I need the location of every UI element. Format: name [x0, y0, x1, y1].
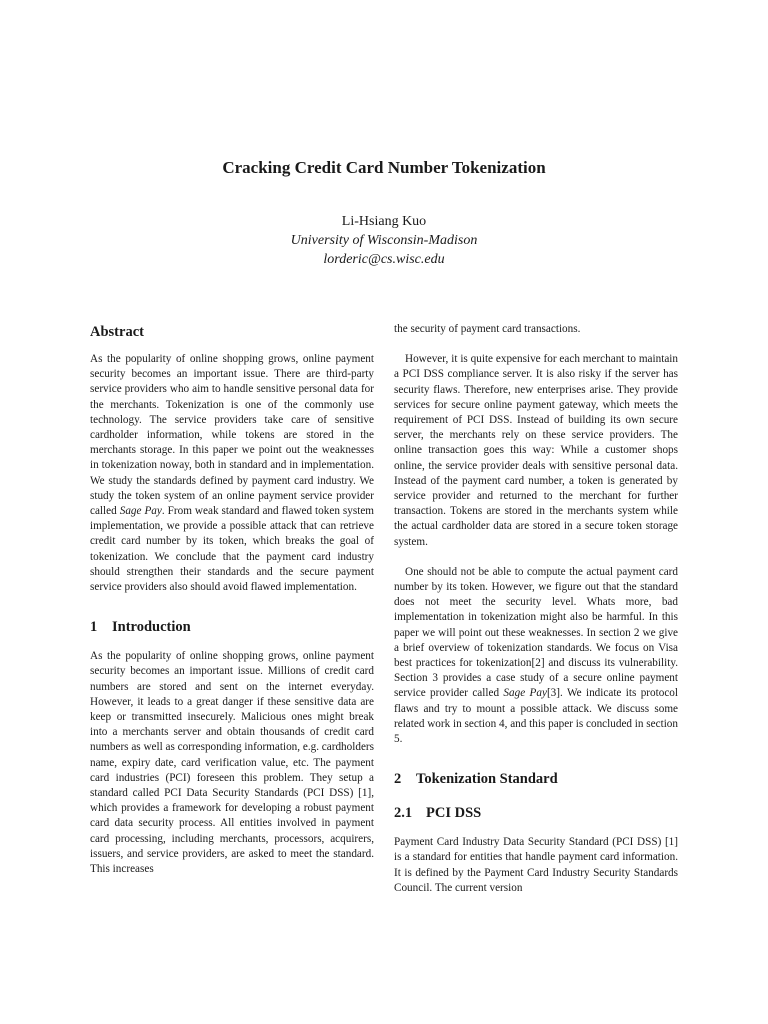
introduction-heading — [90, 617, 374, 637]
abstract-emphasis: Sage Pay — [119, 505, 162, 518]
section2-paragraph-1: Payment Card Industry Data Security Standard (PCI DSS) [1] is a standard for entities that handle payment card information. It is defined by the Payment Card Industry Security Standards Council. The current version — [394, 836, 678, 894]
right-column — [394, 322, 678, 896]
abstract-paragraph — [90, 352, 374, 595]
introduction-p3-text-1: One should not be able to compute the actual payment card number by its token. However, we figure out that the standard does not meet the security level. Whats more, bad implementation in tokenization might also be harmful. In this paper we will point out these weaknesses. In section 2 we give a brief overview of tokenization standards. We focus on Visa best practices for tokenization[2] and discuss its vulnerability. Section 3 provides a case study of a secure online payment service provider called — [394, 565, 678, 700]
abstract-text-2: . From weak standard and flawed token system implementation, we provide a possible attack that can retrieve credit card number by its token, which breaks the goal of tokenization. We conclude that the payment card industry should strengthen their standards and the secure payment service providers also should avoid flawed implementation. — [90, 505, 374, 594]
author-affiliation: University of Wisconsin-Madison — [290, 233, 478, 248]
introduction-title: Introduction — [112, 619, 191, 636]
introduction-p3-text-2: [3]. We indicate its protocol flaws and try to mount a possible attack. We discuss some related work in section 4, and this paper is concluded in section 5. — [394, 687, 678, 746]
section2-title: Tokenization Standard — [416, 771, 558, 788]
abstract-text-1: As the popularity of online shopping grows, online payment security becomes an important issue. There are third-party service providers who aim to handle sensitive personal data for the merchants. Tokenization is one of the commonly use technology. The service providers take care of sensitive cardholder information, while tokens are stored in the merchants storage. In this paper we point out the weaknesses in tokenization noway, both in standard and in implementation. We study the standards defined by payment card industry. We study the token system of an online payment service provider called — [90, 353, 374, 518]
introduction-paragraph-3 — [394, 565, 678, 747]
section2-number: 2 — [394, 771, 402, 788]
subsection-number: 2.1 — [394, 805, 413, 822]
section2-heading — [394, 769, 678, 789]
abstract-heading: Abstract — [90, 324, 144, 340]
author-block — [0, 212, 768, 269]
author-email: lorderic@cs.wisc.edu — [323, 252, 445, 267]
paper-title: Cracking Credit Card Number Tokenization — [222, 158, 546, 177]
introduction-paragraph-1: As the popularity of online shopping grows, online payment security becomes an important issue. Millions of credit card numbers are stored and sent on the internet everyday. However, it leads to a great danger if these sensitive data are keep or transmitted insecurely. Malicious ones might break into a merchants server and obtain thousands of credit card numbers as well as corresponding information, e.g. cardholders name, expiry date, card verification value, etc. The payment card industries (PCI) foreseen this problem. They setup a standard called PCI Data Security Standards (PCI DSS) [1], which provides a framework for developing a robust payment card data security process. All entities involved in payment card processing, including merchants, processors, acquirers, issuers, and service providers, are asked to meet the standard. This increases — [90, 650, 374, 876]
introduction-paragraph-1-continued: the security of payment card transactions. — [394, 323, 581, 335]
introduction-number: 1 — [90, 619, 98, 636]
author-name: Li-Hsiang Kuo — [341, 214, 427, 229]
subsection-2-1-heading — [394, 803, 678, 823]
subsection-title: PCI DSS — [426, 805, 482, 822]
left-column — [90, 322, 374, 877]
introduction-p3-emphasis: Sage Pay — [503, 687, 547, 700]
introduction-paragraph-2: However, it is quite expensive for each merchant to maintain a PCI DSS compliance server. It is also risky if the server has security flaws. Therefore, new enterprises arise. They provide services for secure online payment gateway, which meets the requirement of PCI DSS. Instead of building its own secure server, the merchants rely on these service providers. The online transaction goes this way: While a customer shops online, the service provider deals with sensitive personal data. Instead of the payment card number, a token is generated by service provider and returned to the merchant for further transaction. Tokens are stored in the merchants system while the actual cardholder data are stored in a secure token storage system. — [394, 353, 678, 548]
